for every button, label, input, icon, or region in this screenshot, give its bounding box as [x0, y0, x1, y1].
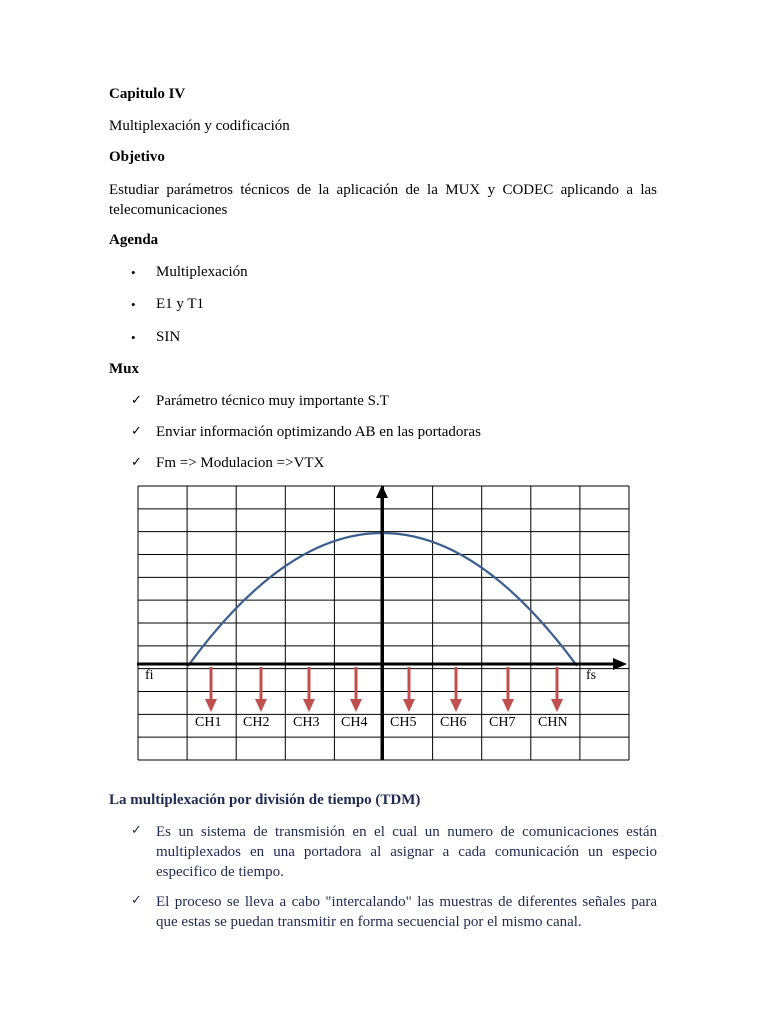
down-arrow-icon: [403, 699, 415, 712]
channel-label: CH3: [293, 715, 320, 730]
channel-label: CH6: [440, 715, 467, 730]
agenda-heading: Agenda: [109, 232, 159, 248]
objective-line-2: telecomunicaciones: [109, 202, 228, 218]
checkmark-icon: ✓: [131, 823, 142, 838]
mux-item: Enviar información optimizando AB en las portadoras: [156, 424, 481, 440]
fs-label: fs: [586, 668, 597, 683]
fi-label: fi: [145, 668, 154, 683]
tdm-item-1-line-1: Es un sistema de transmisión en el cual un numero de comunicaciones están: [156, 824, 657, 840]
mux-item: Fm => Modulacion =>VTX: [156, 455, 325, 471]
agenda-item: E1 y T1: [156, 296, 205, 312]
tdm-item-1-line-3: especifico de tiempo.: [156, 864, 284, 880]
channel-label: CH2: [243, 715, 270, 730]
vertical-axis-arrowhead: [376, 485, 388, 498]
bullet-icon: •: [131, 265, 136, 280]
down-arrow-icon: [502, 699, 514, 712]
tdm-item-2: [156, 892, 657, 932]
checkmark-icon: ✓: [131, 424, 142, 439]
channel-label: CH4: [341, 715, 368, 730]
channel-label: CHN: [538, 715, 568, 730]
checkmark-icon: ✓: [131, 893, 142, 908]
down-arrow-icon: [303, 699, 315, 712]
chapter-title: Capitulo IV: [109, 86, 186, 102]
down-arrow-icon: [205, 699, 217, 712]
down-arrow-icon: [551, 699, 563, 712]
tdm-heading: La multiplexación por división de tiempo (TDM): [109, 792, 421, 808]
down-arrow-icon: [350, 699, 362, 712]
checkmark-icon: ✓: [131, 393, 142, 408]
checkmark-icon: ✓: [131, 455, 142, 470]
tdm-item-1-line-2: multiplexados en una portadora al asignar a cada comunicación un especio: [156, 844, 657, 860]
down-arrow-icon: [450, 699, 462, 712]
tdm-item-2-line-2: que estas se puedan transmitir en forma secuencial por el mismo canal.: [156, 914, 582, 930]
channel-label: CH7: [489, 715, 516, 730]
objective-heading: Objetivo: [109, 149, 165, 165]
mux-heading: Mux: [109, 361, 139, 377]
chapter-subtitle: Multiplexación y codificación: [109, 118, 290, 134]
channel-label: CH1: [195, 715, 222, 730]
bullet-icon: •: [131, 330, 136, 345]
tdm-item-1: [156, 822, 657, 882]
tdm-item-2-line-1: El proceso se lleva a cabo "intercalando" las muestras de diferentes señales para: [156, 894, 657, 910]
objective-line-1: Estudiar parámetros técnicos de la aplicación de la MUX y CODEC aplicando a las: [109, 182, 657, 198]
agenda-item: Multiplexación: [156, 264, 248, 280]
channel-label: CH5: [390, 715, 417, 730]
down-arrow-icon: [255, 699, 267, 712]
agenda-item: SIN: [156, 329, 181, 345]
mux-item: Parámetro técnico muy importante S.T: [156, 393, 389, 409]
bullet-icon: •: [131, 297, 136, 312]
